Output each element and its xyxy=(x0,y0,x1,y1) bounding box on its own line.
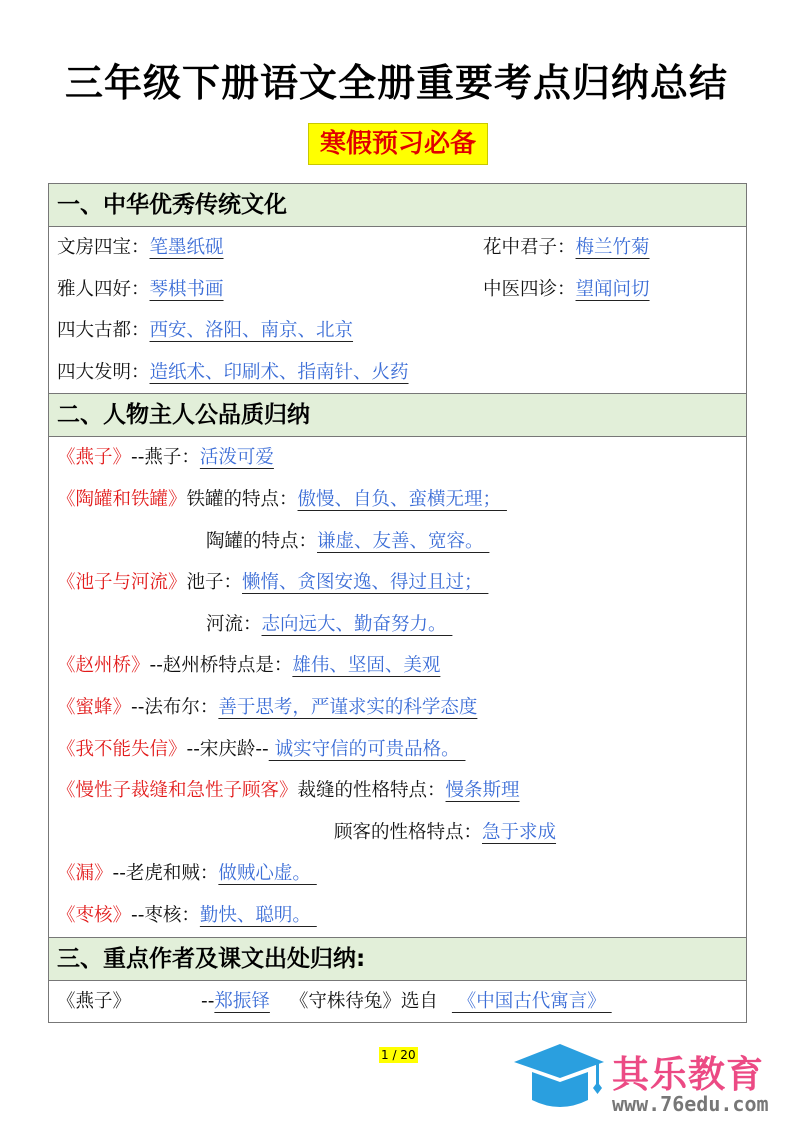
row-answer: 西安、洛阳、南京、北京 xyxy=(149,320,354,342)
book-title: 《陶罐和铁罐》 xyxy=(57,488,187,510)
row-answer: 《中国古代寓言》 xyxy=(451,990,612,1012)
brand-logo xyxy=(512,1040,792,1115)
table-row xyxy=(49,687,746,729)
row-answer: 琴棋书画 xyxy=(149,278,224,300)
table-row xyxy=(49,981,746,1023)
section-heading: 三、重点作者及课文出处归纳: xyxy=(49,937,746,981)
row-label: 雅人四好： xyxy=(57,278,150,300)
table-row xyxy=(49,479,746,521)
table-row xyxy=(49,604,746,646)
row-label: --法布尔： xyxy=(131,696,219,718)
book-title: 《燕子》 xyxy=(57,447,132,469)
row-answer: 梅兰竹菊 xyxy=(575,237,650,258)
row-answer: 雄伟、坚固、美观 xyxy=(292,655,441,677)
table-row xyxy=(49,812,746,854)
row-answer: 傲慢、自负、蛮横无理； xyxy=(297,488,507,510)
row-label: 花中君子： xyxy=(483,237,576,258)
book-title: 《慢性子裁缝和急性子顾客》 xyxy=(57,780,298,802)
row-label: 陶罐的特点： xyxy=(206,530,318,552)
table-row xyxy=(49,227,746,269)
row-label: --赵州桥特点是： xyxy=(149,655,293,677)
book-title: 《池子与河流》 xyxy=(57,572,187,594)
graduation-cap-icon xyxy=(512,1042,608,1114)
row-answer: 志向远大、勤奋努力。 xyxy=(261,613,453,635)
table-row xyxy=(49,895,746,937)
row-answer: 诚实守信的可贵品格。 xyxy=(268,738,466,760)
row-answer: 望闻问切 xyxy=(575,278,650,300)
summary-table xyxy=(48,183,747,1023)
row-label: 四大发明： xyxy=(57,361,150,383)
row-answer: 谦虚、友善、宽容。 xyxy=(317,530,490,552)
row-label: -- xyxy=(201,990,215,1012)
section-heading: 二、人物主人公品质归纳 xyxy=(49,393,746,437)
table-row xyxy=(49,562,746,604)
table-row xyxy=(49,269,746,311)
row-label: 铁罐的特点： xyxy=(186,488,298,510)
row-label: 四大古都： xyxy=(57,320,150,342)
row-label: 池子： xyxy=(186,572,243,594)
book-title: 《赵州桥》 xyxy=(57,655,150,677)
row-answer: 急于求成 xyxy=(482,821,557,843)
row-answer: 造纸术、印刷术、指南针、火药 xyxy=(149,361,409,383)
page-title: 三年级下册语文全册重要考点归纳总结 xyxy=(64,61,728,105)
row-label: 河流： xyxy=(206,613,262,635)
row-answer: 笔墨纸砚 xyxy=(149,237,224,258)
logo-url: www.76edu.com xyxy=(612,1092,769,1116)
row-answer: 慢条斯理 xyxy=(445,780,520,802)
row-label: --老虎和贼： xyxy=(112,863,219,885)
row-label: 《守株待兔》选自 xyxy=(289,990,438,1012)
table-row xyxy=(49,521,746,563)
section-heading: 一、中华优秀传统文化 xyxy=(49,184,746,227)
book-title: 《蜜蜂》 xyxy=(57,696,132,718)
table-row xyxy=(49,310,746,352)
table-row xyxy=(49,352,746,394)
row-label: --枣核： xyxy=(131,904,200,926)
row-label: --燕子： xyxy=(131,447,200,469)
logo-text: 其乐教育 xyxy=(612,1053,764,1096)
table-row xyxy=(49,645,746,687)
row-answer: 郑振铎 xyxy=(214,990,270,1012)
row-label: 中医四诊： xyxy=(483,278,576,300)
table-row xyxy=(49,853,746,895)
row-answer: 懒惰、贪图安逸、得过且过； xyxy=(242,572,489,594)
table-row xyxy=(49,437,746,479)
table-row xyxy=(49,729,746,771)
subtitle-badge: 寒假预习必备 xyxy=(308,123,488,165)
row-label: 裁缝的性格特点： xyxy=(297,780,446,802)
table-row xyxy=(49,770,746,812)
book-title: 《漏》 xyxy=(57,863,113,885)
row-label: 文房四宝： xyxy=(57,237,150,258)
book-title: 《枣核》 xyxy=(57,904,132,926)
page-number: 1 / 20 xyxy=(381,1048,416,1062)
book-title: 《燕子》 xyxy=(57,990,132,1012)
row-label: 顾客的性格特点： xyxy=(334,821,483,843)
book-title: 《我不能失信》 xyxy=(57,738,187,760)
row-answer: 活泼可爱 xyxy=(199,447,274,469)
row-answer: 做贼心虚。 xyxy=(218,863,317,885)
row-answer: 善于思考，严谨求实的科学态度 xyxy=(218,696,478,718)
row-label: --宋庆龄-- xyxy=(186,738,269,760)
row-answer: 勤快、聪明。 xyxy=(199,904,317,926)
